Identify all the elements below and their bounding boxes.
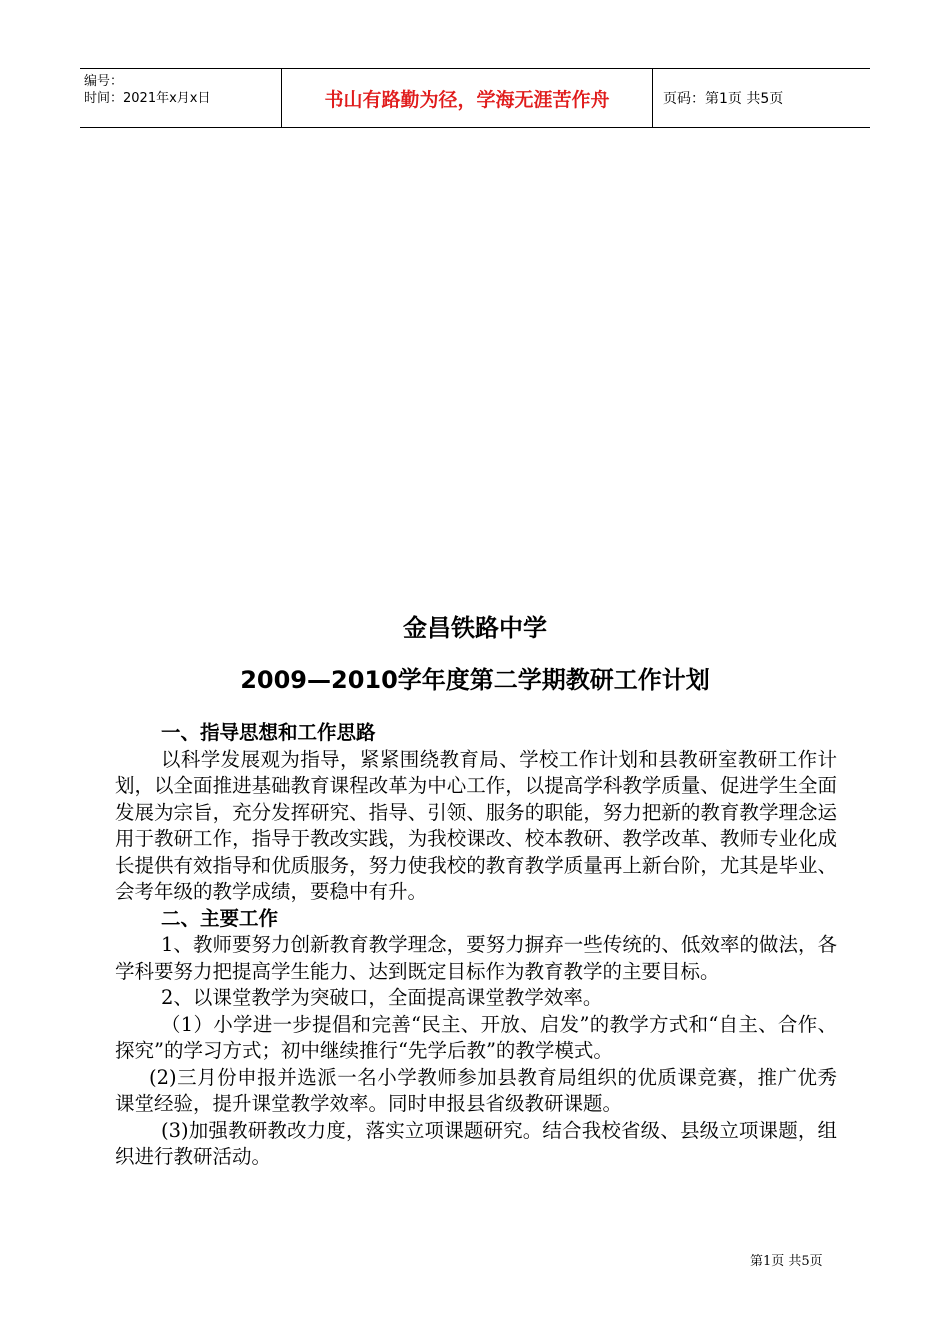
paragraph: (2)三月份申报并选派一名小学教师参加县教育局组织的优质课竞赛，推广优秀课堂经验，提升课堂教学效率。同时申报县省级教研课题。 bbox=[115, 1065, 837, 1115]
date-text: 时间：2021年x月x日 bbox=[84, 91, 211, 106]
page-header bbox=[80, 68, 870, 128]
paragraph: （1）小学进一步提倡和完善“民主、开放、启发”的教学方式和“自主、合作、探究”的学习方式；初中继续推行“先学后教”的教学模式。 bbox=[115, 1012, 837, 1062]
paragraph: (3)加强教研教改力度，落实立项课题研究。结合我校省级、县级立项课题，组织进行教研活动。 bbox=[115, 1118, 837, 1168]
section-heading-1: 一、指导思想和工作思路 bbox=[161, 721, 376, 744]
header-page-number: 页码：第1页 共5页 bbox=[663, 91, 784, 107]
serial-label: 编号： bbox=[84, 74, 124, 89]
footer-page-number: 第1页 共5页 bbox=[750, 1254, 823, 1269]
document-body bbox=[115, 720, 837, 1171]
school-name: 金昌铁路中学 bbox=[403, 614, 547, 642]
paragraph: 2、以课堂教学为突破口，全面提高课堂教学效率。 bbox=[161, 986, 603, 1009]
header-motto: 书山有路勤为径，学海无涯苦作舟 bbox=[282, 69, 653, 127]
header-info-cell bbox=[80, 69, 282, 127]
paragraph: 以科学发展观为指导，紧紧围绕教育局、学校工作计划和县教研室教研工作计划，以全面推进基础教育课程改革为中心工作，以提高学科教学质量、促进学生全面发展为宗旨，充分发挥研究、指导、引领、服务的职能，努力把新的教育教学理念运用于教研工作，指导于教改实践，为我校课改、校本教研、教学改革、教师专业化成长提供有效指导和优质服务，努力使我校的教育教学质量再上新台阶，尤其是毕业、会考年级的教学成绩，要稳中有升。 bbox=[115, 747, 837, 903]
document-title: 2009—2010学年度第二学期教研工作计划 bbox=[240, 666, 710, 694]
section-heading-2: 二、主要工作 bbox=[161, 906, 279, 930]
paragraph: 1、教师要努力创新教育教学理念，要努力摒弃一些传统的、低效率的做法，各学科要努力把提高学生能力、达到既定目标作为教育教学的主要目标。 bbox=[115, 933, 837, 983]
